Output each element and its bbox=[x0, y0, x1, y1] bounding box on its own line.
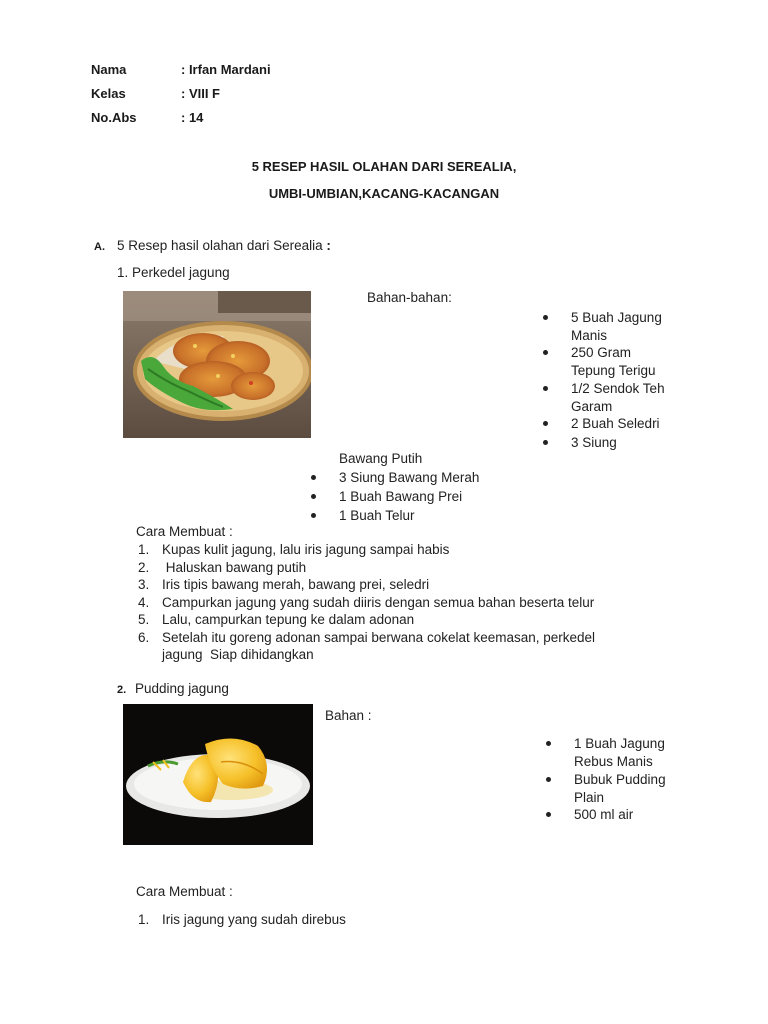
recipe1-step bbox=[138, 559, 595, 577]
step-number: 1. bbox=[138, 542, 150, 557]
recipe1-ingredient-item bbox=[571, 380, 665, 415]
ingredient-line: 500 ml air bbox=[574, 807, 634, 822]
recipe2-ingredient-item bbox=[574, 771, 666, 806]
section-heading bbox=[117, 238, 331, 253]
step-text: Lalu, campurkan tepung ke dalam adonan bbox=[162, 612, 415, 627]
step-number: 6. bbox=[138, 629, 150, 645]
document-title-line2: UMBI-UMBIAN,KACANG-KACANGAN bbox=[268, 186, 500, 201]
ingredient-line: 3 Siung bbox=[571, 435, 617, 450]
perkedel-jagung-photo bbox=[123, 291, 311, 438]
recipe2-method-label: Cara Membuat : bbox=[136, 884, 233, 899]
step-number: 4. bbox=[138, 594, 150, 610]
ingredient-line: 1 Buah Jagung bbox=[574, 736, 665, 751]
ingredient-line: 2 Buah Seledri bbox=[571, 416, 660, 431]
section-heading-colon: : bbox=[326, 238, 331, 253]
recipe2-ingredient-item bbox=[574, 735, 665, 770]
recipe2-marker: 2. bbox=[117, 684, 127, 696]
step-text: Campurkan jagung yang sudah diiris dengan semua bahan beserta telur bbox=[162, 594, 595, 610]
recipe1-ingredient-item: 1 Buah Telur bbox=[339, 508, 415, 523]
recipe1-steps bbox=[138, 541, 595, 664]
ingredient-line: 5 Buah Jagung bbox=[571, 310, 662, 325]
section-marker: A. bbox=[94, 241, 105, 253]
recipe1-method-label: Cara Membuat : bbox=[136, 524, 233, 539]
recipe1-step bbox=[138, 541, 595, 559]
step-text: Iris jagung yang sudah direbus bbox=[162, 912, 346, 927]
recipe1-ingredient-item: 1 Buah Bawang Prei bbox=[339, 489, 463, 504]
recipe1-ingredient-item: 3 Siung Bawang Merah bbox=[339, 470, 480, 485]
recipe1-ingredient-item bbox=[571, 434, 617, 452]
name-value: : Irfan Mardani bbox=[181, 62, 271, 77]
recipe1-step bbox=[138, 576, 595, 594]
class-value: : VIII F bbox=[181, 86, 220, 101]
recipe1-ingredient-item bbox=[571, 344, 656, 379]
name-label: Nama bbox=[91, 62, 127, 77]
step-number: 3. bbox=[138, 577, 150, 592]
abs-value: : 14 bbox=[181, 110, 204, 125]
step-text-cont: jagung Siap dihidangkan bbox=[162, 647, 314, 662]
recipe2-ingredient-item bbox=[574, 806, 633, 824]
step-number: 1. bbox=[138, 912, 150, 927]
document-title-line1: 5 RESEP HASIL OLAHAN DARI SEREALIA, bbox=[251, 159, 517, 174]
recipe2-title: Pudding jagung bbox=[135, 681, 229, 696]
recipe1-step bbox=[138, 594, 595, 612]
pudding-jagung-photo bbox=[123, 704, 313, 845]
abs-label: No.Abs bbox=[91, 110, 137, 125]
ingredient-line: Bubuk Pudding bbox=[574, 772, 666, 787]
ingredient-line: Garam bbox=[571, 398, 613, 414]
recipe1-ingredient-item bbox=[571, 415, 660, 433]
step-text: Haluskan bawang putih bbox=[162, 559, 307, 575]
recipe1-step bbox=[138, 611, 595, 629]
recipe2-steps bbox=[138, 911, 346, 929]
ingredient-line: 1/2 Sendok Teh bbox=[571, 381, 665, 396]
recipe1-ingredient-continuation: Bawang Putih bbox=[339, 451, 423, 466]
recipe2-step bbox=[138, 911, 346, 929]
section-heading-text: 5 Resep hasil olahan dari Serealia bbox=[117, 238, 323, 253]
class-label: Kelas bbox=[91, 86, 126, 101]
ingredient-line: 250 Gram bbox=[571, 345, 632, 360]
step-text: Kupas kulit jagung, lalu iris jagung sampai habis bbox=[162, 542, 450, 557]
recipe2-ingredients-label: Bahan : bbox=[325, 708, 372, 723]
ingredient-line: Manis bbox=[571, 327, 608, 343]
ingredient-line: Rebus Manis bbox=[574, 753, 653, 769]
recipe1-ingredients-label: Bahan-bahan: bbox=[367, 290, 452, 305]
step-number: 5. bbox=[138, 612, 150, 627]
recipe1-step bbox=[138, 629, 595, 664]
step-text: Setelah itu goreng adonan sampai berwana cokelat keemasan, perkedel bbox=[162, 629, 596, 645]
recipe1-title: 1. Perkedel jagung bbox=[117, 265, 230, 280]
ingredient-line: Plain bbox=[574, 789, 605, 805]
step-number: 2. bbox=[138, 559, 150, 575]
step-text: Iris tipis bawang merah, bawang prei, seledri bbox=[162, 577, 430, 592]
ingredient-line: Tepung Terigu bbox=[571, 362, 656, 378]
recipe1-ingredient-item bbox=[571, 309, 662, 344]
